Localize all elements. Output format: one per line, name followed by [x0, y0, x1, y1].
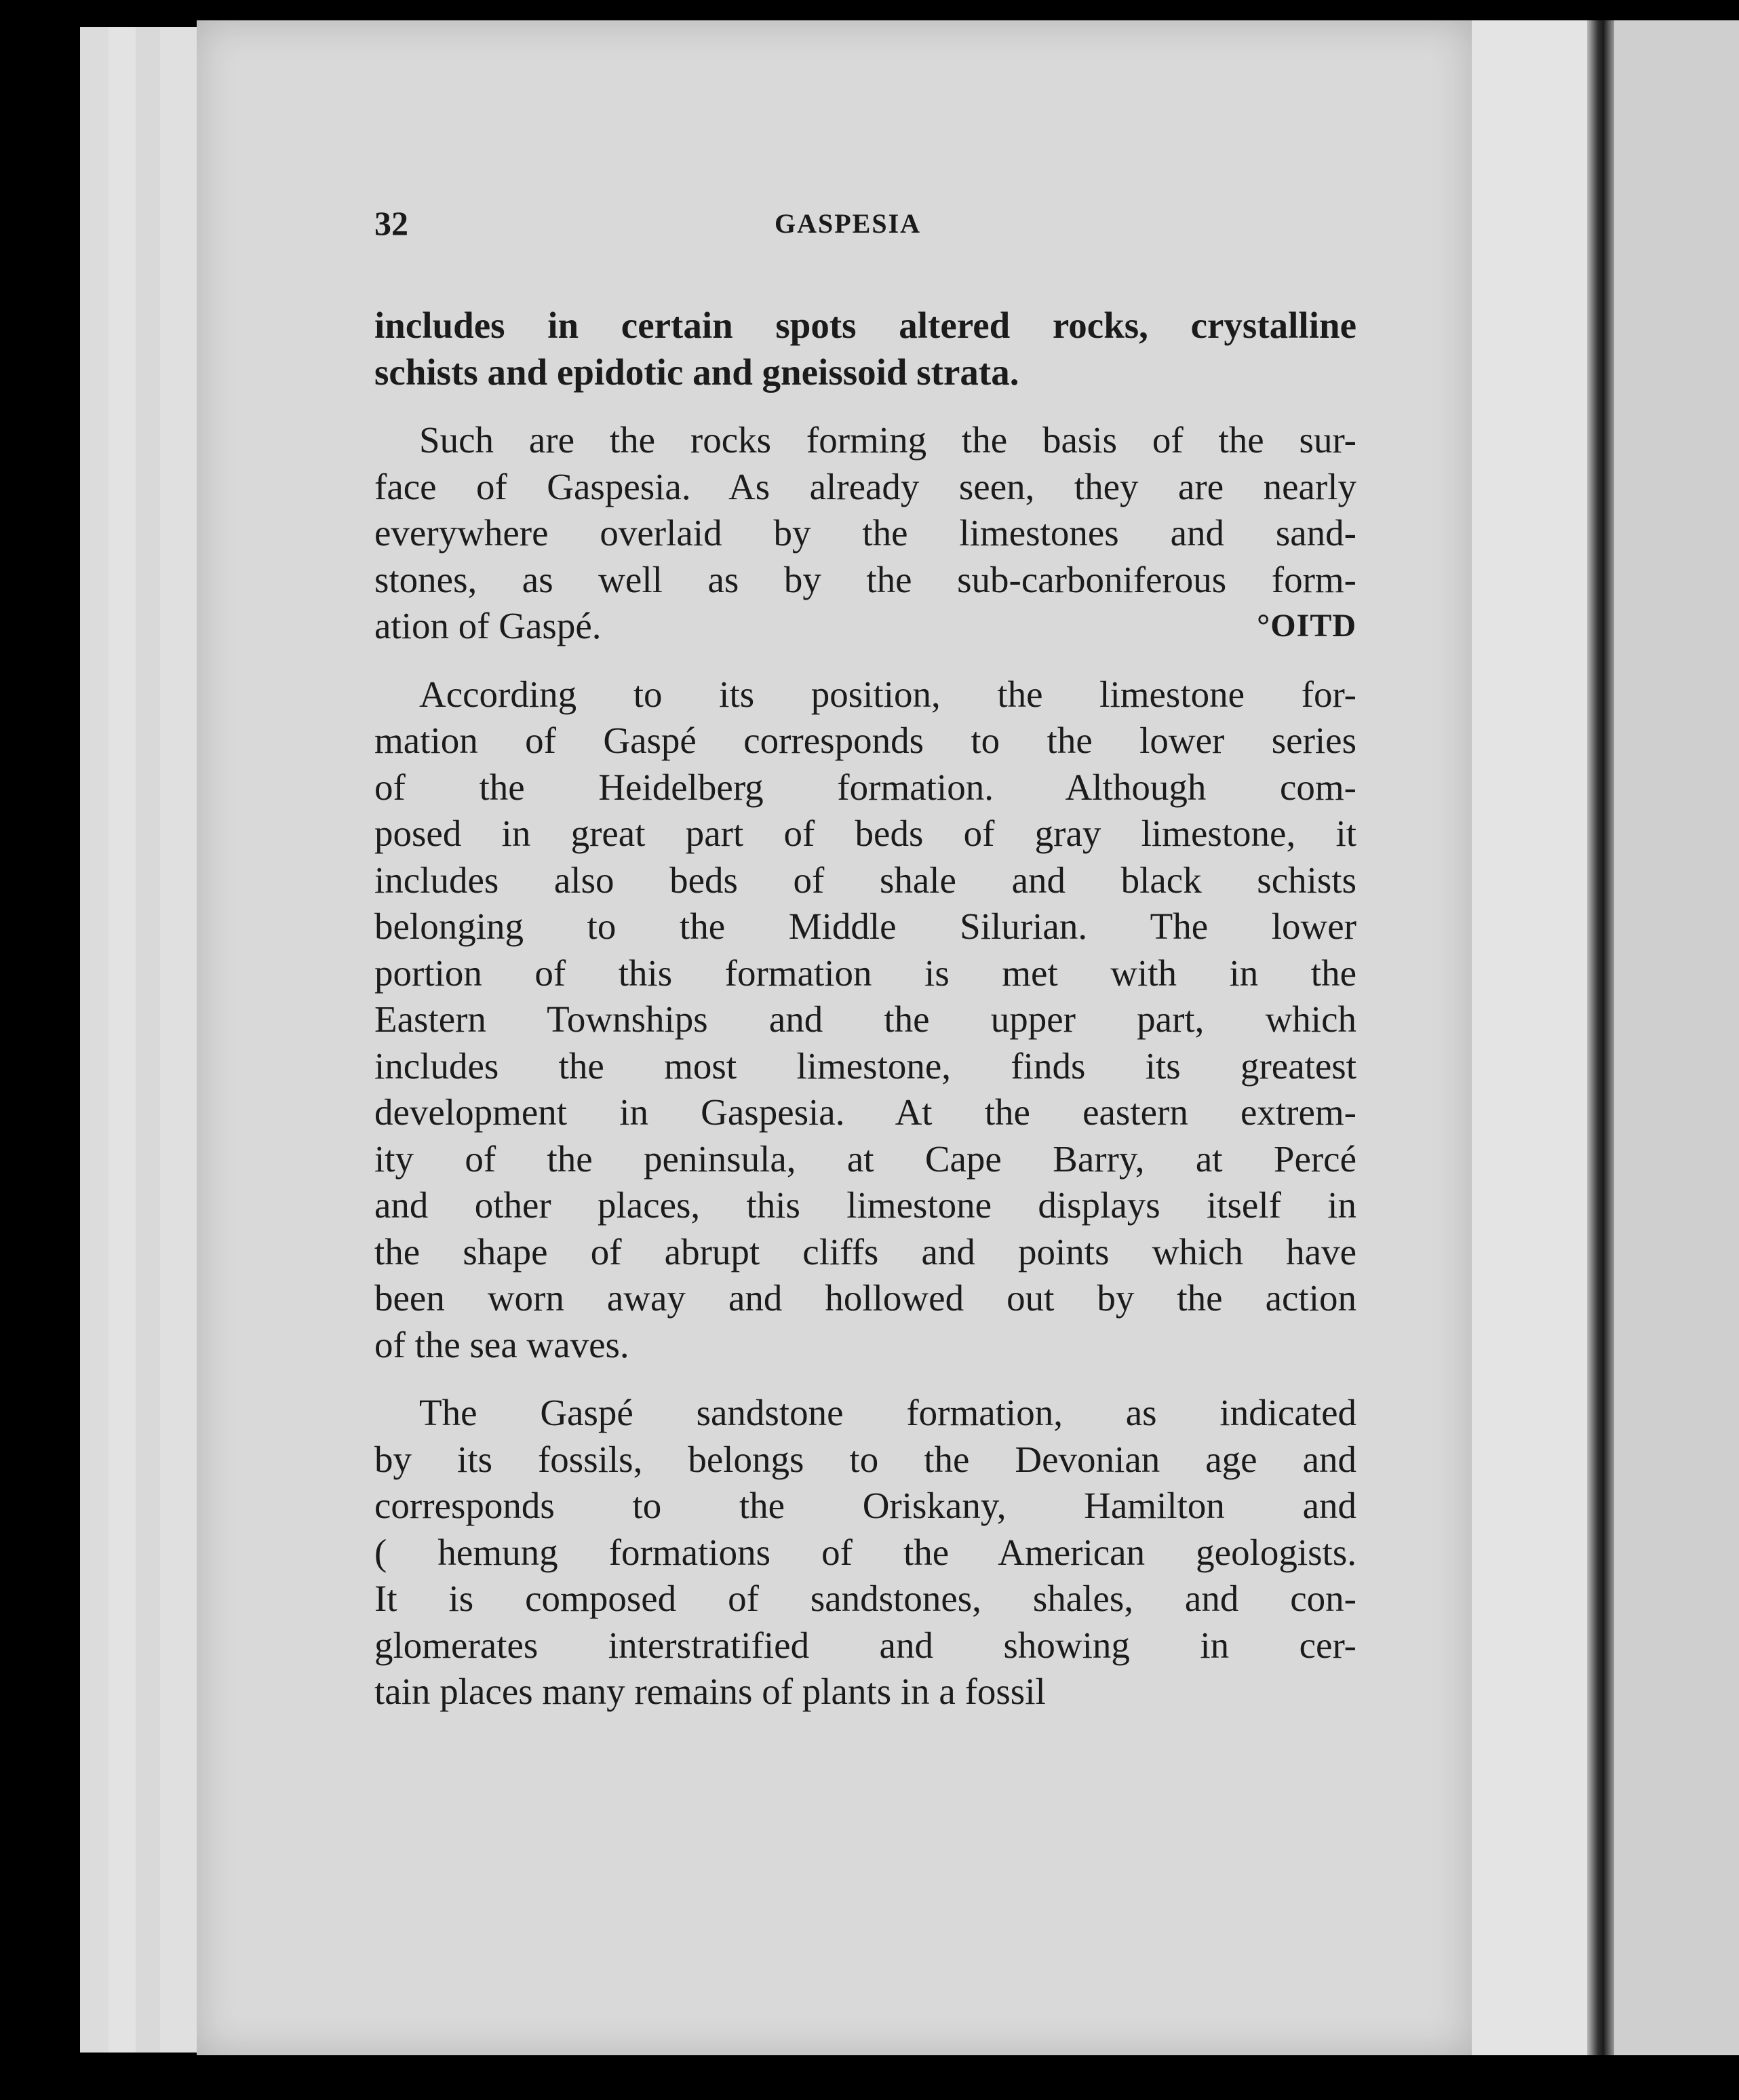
paragraph-gap	[374, 650, 1356, 672]
text-line: ation of Gaspé.	[374, 605, 602, 646]
text-line: portion of this formation is met with in the	[374, 952, 1356, 994]
paragraph-gap	[374, 395, 1356, 417]
text-line: belonging to the Middle Silurian. The lower	[374, 906, 1356, 947]
paragraph	[374, 672, 1356, 1369]
text-line: includes also beds of shale and black schists	[374, 859, 1356, 901]
text-line: corresponds to the Oriskany, Hamilton and	[374, 1485, 1356, 1526]
text-line: mation of Gaspé corresponds to the lower series	[374, 720, 1356, 761]
paragraph	[374, 417, 1356, 650]
text-line: According to its position, the limestone for-	[419, 673, 1356, 715]
text-line: schists and epidotic and gneissoid strata.	[374, 351, 1019, 393]
text-line: of the Heidelberg formation. Although com-	[374, 766, 1356, 808]
text-line: Eastern Townships and the upper part, which	[374, 998, 1356, 1040]
text-line: by its fossils, belongs to the Devonian age and	[374, 1438, 1356, 1480]
paragraph	[374, 303, 1356, 395]
text-line: development in Gaspesia. At the eastern extrem-	[374, 1091, 1356, 1133]
text-line: and other places, this limestone displays itself in	[374, 1184, 1356, 1226]
text-line: stones, as well as by the sub-carboniferous form-	[374, 558, 1356, 600]
text-line: Such are the rocks forming the basis of the sur-	[419, 419, 1356, 461]
body-text	[374, 303, 1356, 1715]
text-line: been worn away and hollowed out by the action	[374, 1277, 1356, 1319]
stamp-mark: °OITD	[1257, 608, 1356, 644]
text-line: the shape of abrupt cliffs and points which have	[374, 1230, 1356, 1272]
text-line: of the sea waves.	[374, 1323, 629, 1365]
book-gutter	[1587, 20, 1614, 2055]
page-edge	[160, 27, 202, 2053]
text-line: ity of the peninsula, at Cape Barry, at Percé	[374, 1138, 1356, 1180]
paragraph-gap	[374, 1368, 1356, 1390]
text-line: face of Gaspesia. As already seen, they are nearly	[374, 465, 1356, 507]
text-line: It is composed of sandstones, shales, and con-	[374, 1578, 1356, 1619]
text-line: ( hemung formations of the American geologists.	[374, 1531, 1356, 1573]
text-line: The Gaspé sandstone formation, as indicated	[419, 1392, 1356, 1433]
paragraph	[374, 1390, 1356, 1715]
text-line: includes the most limestone, finds its greatest	[374, 1045, 1356, 1087]
page-header-title: GASPESIA	[775, 208, 922, 239]
text-line: posed in great part of beds of gray limestone, it	[374, 813, 1356, 854]
page-number: 32	[374, 204, 408, 242]
text-line: tain places many remains of plants in a fossil	[374, 1671, 1046, 1712]
text-line: everywhere overlaid by the limestones and sand-	[374, 512, 1356, 553]
text-line: includes in certain spots altered rocks, crystalline	[374, 305, 1356, 346]
text-line: glomerates interstratified and showing in cer-	[374, 1624, 1356, 1666]
facing-page-strip	[1614, 20, 1739, 2055]
